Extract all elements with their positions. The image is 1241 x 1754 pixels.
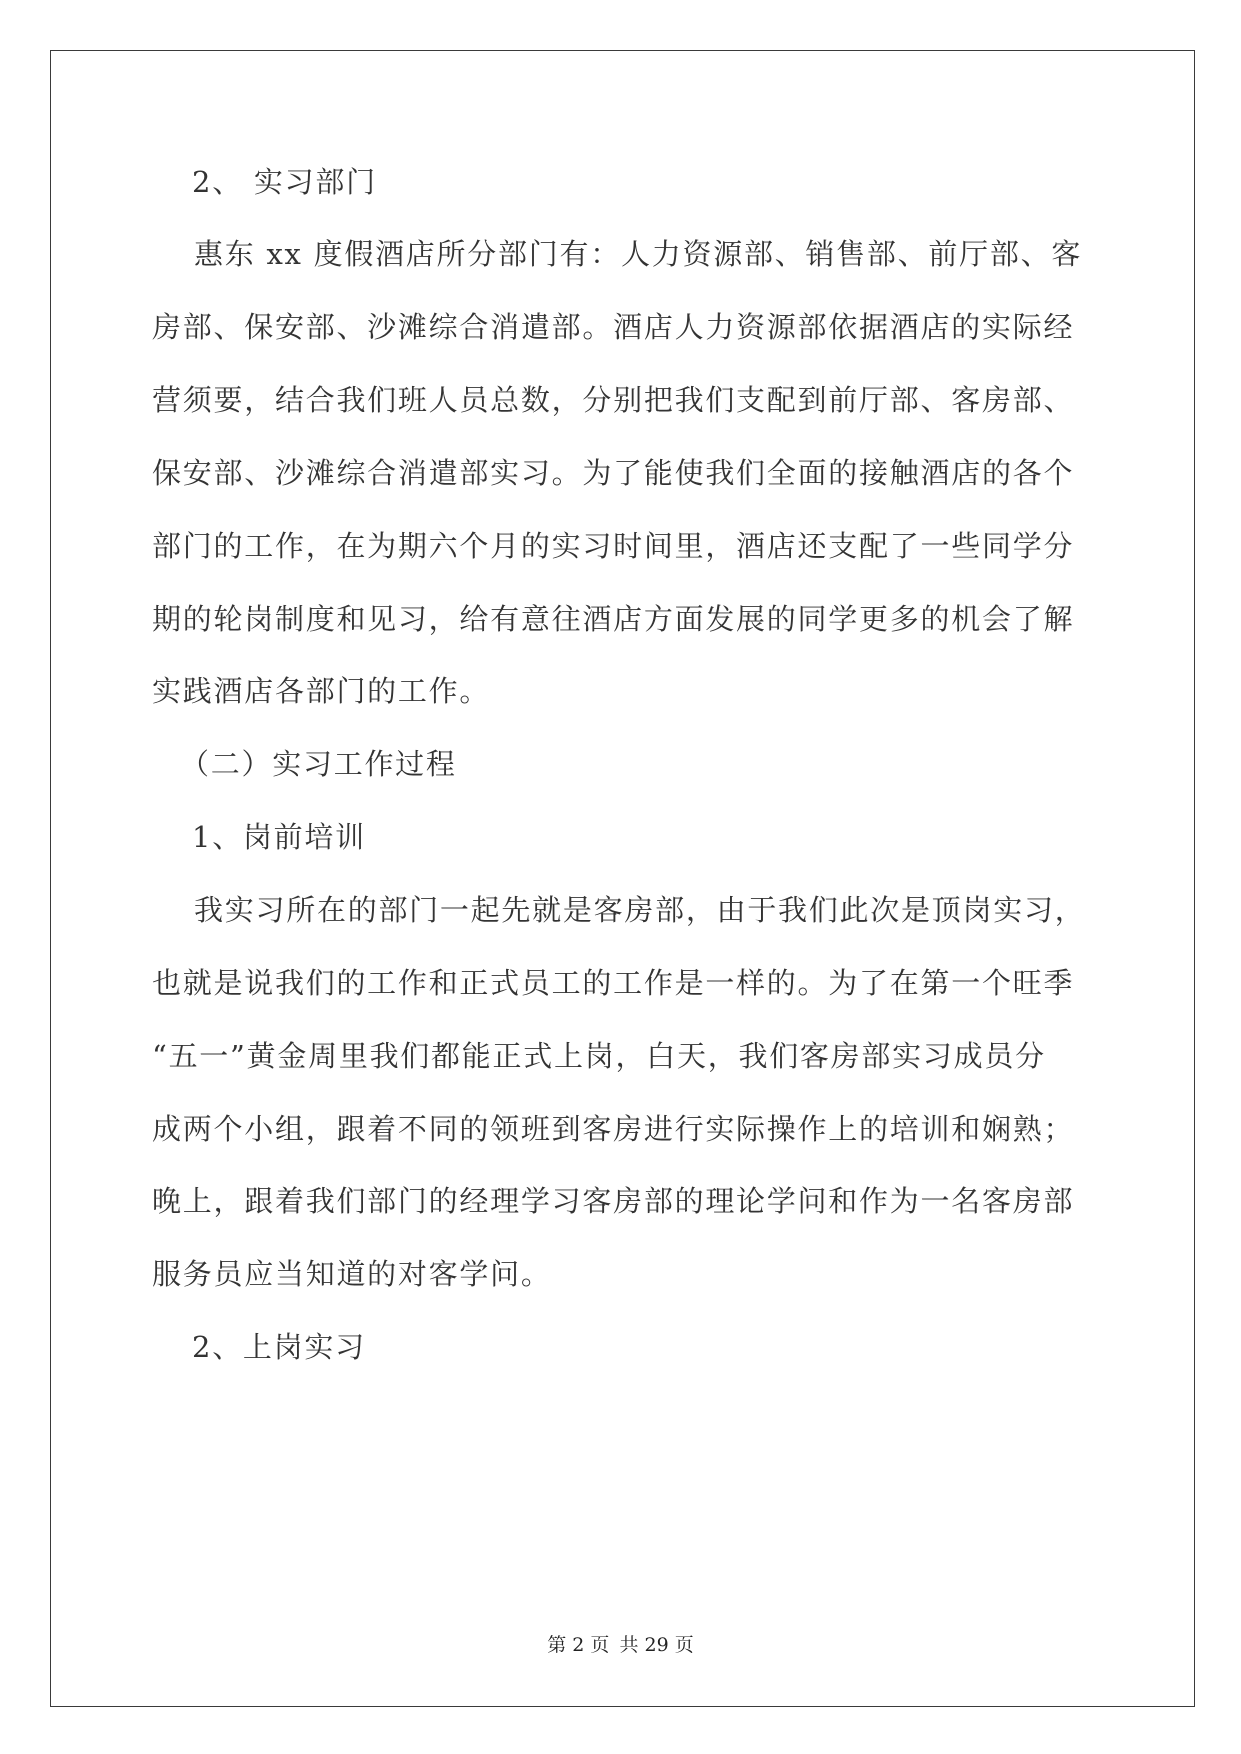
paragraph-line: 实践酒店各部门的工作。: [152, 674, 491, 708]
paragraph-line: 惠东 xx 度假酒店所分部门有：人力资源部、销售部、前厅部、客: [194, 237, 1083, 271]
page-total: 共 29 页: [619, 1634, 694, 1656]
page-footer: [0, 1630, 1241, 1657]
subsection-heading-on-job-internship: 2、上岗实习: [192, 1330, 366, 1364]
paragraph-line: 期的轮岗制度和见习，给有意往酒店方面发展的同学更多的机会了解: [152, 602, 1075, 636]
paragraph-line: 我实习所在的部门一起先就是客房部，由于我们此次是顶岗实习，: [194, 893, 1086, 927]
section-heading-internship-department: 2、 实习部门: [192, 165, 377, 199]
paragraph-line: 成两个小组，跟着不同的领班到客房进行实际操作上的培训和娴熟；: [152, 1112, 1075, 1146]
paragraph-line: “五一”黄金周里我们都能正式上岗，白天，我们客房部实习成员分: [152, 1039, 1046, 1073]
paragraph-line: 房部、保安部、沙滩综合消遣部。酒店人力资源部依据酒店的实际经: [152, 310, 1075, 344]
section-heading-work-process: （二）实习工作过程: [180, 747, 457, 781]
paragraph-line: 部门的工作，在为期六个月的实习时间里，酒店还支配了一些同学分: [152, 529, 1075, 563]
subsection-heading-pre-job-training: 1、岗前培训: [192, 820, 366, 854]
page-number: 第 2 页: [547, 1634, 610, 1656]
paragraph-line: 晚上，跟着我们部门的经理学习客房部的理论学问和作为一名客房部: [152, 1184, 1075, 1218]
paragraph-line: 营须要，结合我们班人员总数，分别把我们支配到前厅部、客房部、: [152, 383, 1075, 417]
page-border: [50, 50, 1195, 1707]
paragraph-line: 保安部、沙滩综合消遣部实习。为了能使我们全面的接触酒店的各个: [152, 456, 1075, 490]
paragraph-line: 也就是说我们的工作和正式员工的工作是一样的。为了在第一个旺季: [152, 966, 1075, 1000]
paragraph-line: 服务员应当知道的对客学问。: [152, 1257, 552, 1291]
